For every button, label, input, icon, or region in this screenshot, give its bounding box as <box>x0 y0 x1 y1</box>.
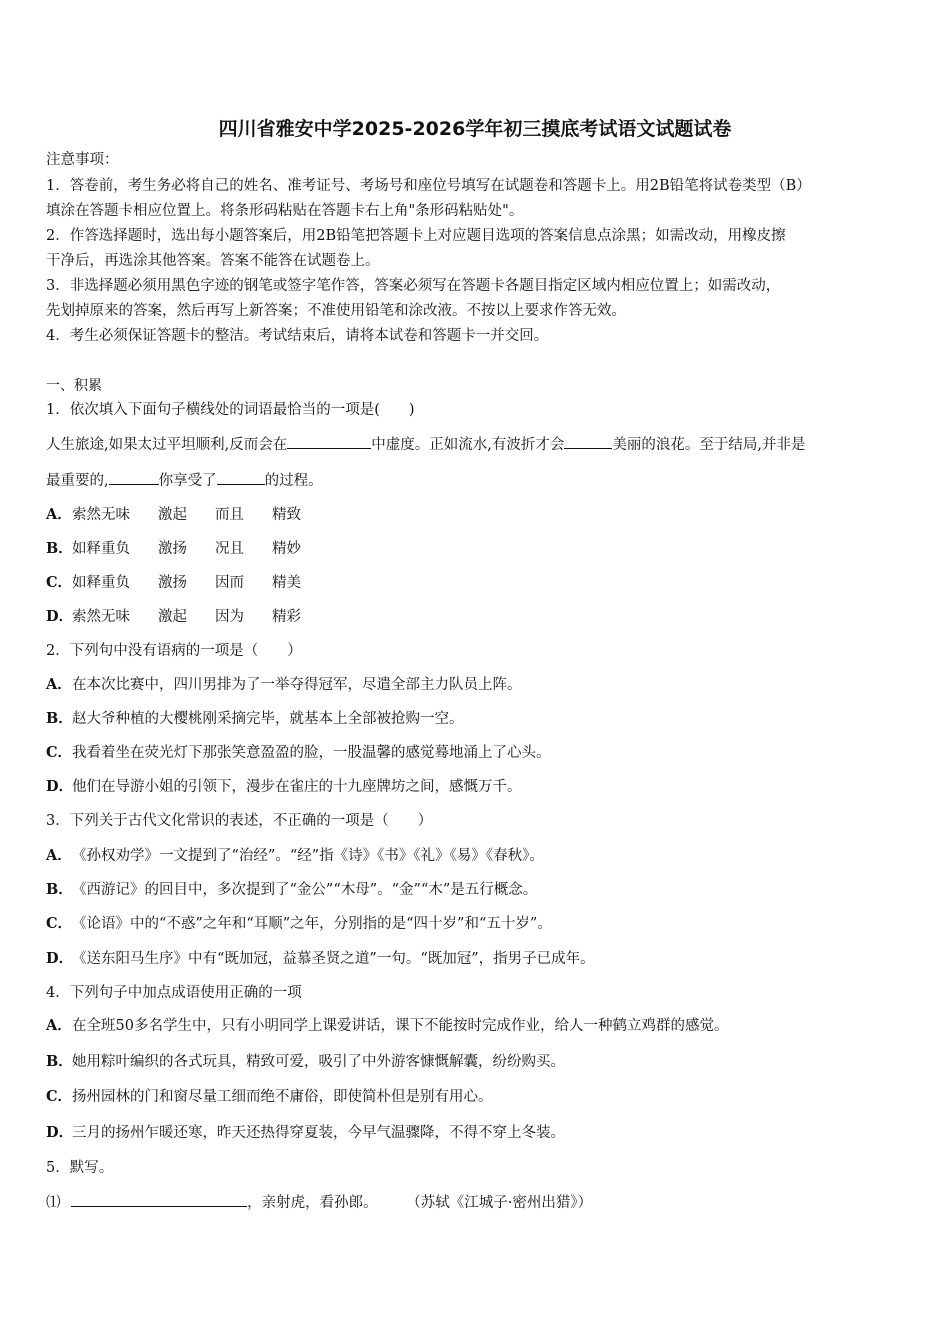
option-text: 《西游记》的回目中，多次提到了“金公”“木母”。“金”“木”是五行概念。 <box>72 882 538 898</box>
option-word: 激扬 <box>158 575 187 591</box>
option-letter: C． <box>46 574 73 591</box>
option-row[interactable] <box>46 880 537 900</box>
notice-heading: 注意事项： <box>46 152 119 168</box>
option-word: 激起 <box>158 609 187 625</box>
passage-text: 美丽的浪花。至于结局,并非是 <box>612 437 806 453</box>
option-letter: D． <box>46 1124 74 1141</box>
question-passage <box>46 434 805 455</box>
dictation-text: ，亲射虎，看孙郎。 <box>247 1195 378 1211</box>
item-number: ⑴ <box>46 1195 61 1211</box>
option-text: 《孙权劝学》一文提到了“治经”。“经”指《诗》《书》《礼》《易》《春秋》。 <box>72 848 544 864</box>
option-word: 精致 <box>272 507 301 523</box>
option-word: 而且 <box>215 507 244 523</box>
option-row[interactable] <box>46 777 522 797</box>
page-title: 四川省雅安中学2025-2026学年初三摸底考试语文试题试卷 <box>218 118 732 140</box>
dictation-item <box>46 1192 592 1213</box>
option-row[interactable] <box>46 607 329 627</box>
option-letter: D． <box>46 778 74 795</box>
option-row[interactable] <box>46 1052 565 1072</box>
option-word: 如释重负 <box>72 541 130 557</box>
option-row[interactable] <box>46 539 329 559</box>
passage-text: 的过程。 <box>264 473 323 489</box>
section-heading: 一、积累 <box>46 378 102 394</box>
option-text: 《送东阳马生序》中有“既加冠，益慕圣贤之道”一句。“既加冠”，指男子已成年。 <box>72 951 595 967</box>
fill-blank[interactable] <box>564 434 612 449</box>
option-letter: D． <box>46 608 74 625</box>
dictation-source: （苏轼《江城子·密州出猎》） <box>406 1195 593 1211</box>
option-row[interactable] <box>46 573 329 593</box>
option-word: 精美 <box>272 575 301 591</box>
option-word: 况且 <box>215 541 244 557</box>
option-letter: B． <box>46 540 73 557</box>
option-row[interactable] <box>46 1123 565 1143</box>
question-stem: 3．下列关于古代文化常识的表述，不正确的一项是（ ） <box>46 813 433 829</box>
option-text: 在本次比赛中，四川男排为了一举夺得冠军，尽遣全部主力队员上阵。 <box>72 677 522 693</box>
option-letter: A． <box>46 847 72 864</box>
option-text: 三月的扬州乍暖还寒，昨天还热得穿夏装，今早气温骤降，不得不穿上冬装。 <box>72 1125 565 1141</box>
question-passage <box>46 470 323 491</box>
option-row[interactable] <box>46 709 464 729</box>
option-word: 因为 <box>215 609 244 625</box>
option-word: 激扬 <box>158 541 187 557</box>
option-word: 精彩 <box>272 609 301 625</box>
option-text: 她用粽叶编织的各式玩具，精致可爱，吸引了中外游客慷慨解囊，纷纷购买。 <box>72 1054 565 1070</box>
option-word: 如释重负 <box>72 575 130 591</box>
question-stem: 4．下列句子中加点成语使用正确的一项 <box>46 985 302 1001</box>
notice-line: 填涂在答题卡相应位置上。将条形码粘贴在答题卡右上角"条形码粘贴处"。 <box>46 203 524 219</box>
option-letter: B． <box>46 881 73 898</box>
notice-line: 1．答卷前，考生务必将自己的姓名、准考证号、考场号和座位号填写在试题卷和答题卡上。用2B铅笔将试卷类型（B） <box>46 178 811 194</box>
fill-blank[interactable] <box>109 470 159 485</box>
option-text: 在全班50多名学生中，只有小明同学上课爱讲话，课下不能按时完成作业，给人一种鹤立鸡群的感觉。 <box>72 1018 729 1034</box>
option-letter: A． <box>46 676 72 693</box>
fill-blank[interactable] <box>71 1192 247 1207</box>
passage-text: 中虚度。正如流水,有波折才会 <box>371 437 565 453</box>
option-letter: D． <box>46 950 74 967</box>
option-word: 激起 <box>158 507 187 523</box>
option-letter: C． <box>46 1088 73 1105</box>
option-letter: C． <box>46 744 73 761</box>
option-text: 赵大爷种植的大樱桃刚采摘完毕，就基本上全部被抢购一空。 <box>72 711 464 727</box>
option-letter: B． <box>46 1053 73 1070</box>
option-text: 他们在导游小姐的引领下，漫步在雀庄的十九座牌坊之间，感慨万千。 <box>72 779 522 795</box>
fill-blank[interactable] <box>287 434 371 449</box>
option-row[interactable] <box>46 1087 493 1107</box>
option-word: 索然无味 <box>72 507 130 523</box>
notice-line: 先划掉原来的答案，然后再写上新答案；不准使用铅笔和涂改液。不按以上要求作答无效。 <box>46 303 626 319</box>
notice-line: 干净后，再选涂其他答案。答案不能答在试题卷上。 <box>46 253 380 269</box>
notice-line: 2．作答选择题时，选出每小题答案后，用2B铅笔把答题卡上对应题目选项的答案信息点涂黑；如需改动，用橡皮擦 <box>46 228 786 244</box>
passage-text: 人生旅途,如果太过平坦顺利,反而会在 <box>46 437 288 453</box>
question-stem: 5．默写。 <box>46 1160 114 1176</box>
option-row[interactable] <box>46 949 595 969</box>
option-row[interactable] <box>46 505 329 525</box>
option-word: 索然无味 <box>72 609 130 625</box>
option-letter: A． <box>46 506 72 523</box>
passage-text: 最重要的, <box>46 473 109 489</box>
notice-line: 4．考生必须保证答题卡的整洁。考试结束后，请将本试卷和答题卡一并交回。 <box>46 328 549 344</box>
option-word: 精妙 <box>272 541 301 557</box>
option-text: 《论语》中的“不惑”之年和“耳顺”之年，分别指的是“四十岁”和“五十岁”。 <box>72 916 552 932</box>
option-row[interactable] <box>46 675 522 695</box>
option-letter: B． <box>46 710 73 727</box>
option-row[interactable] <box>46 1016 728 1036</box>
option-letter: C． <box>46 915 73 932</box>
option-letter: A． <box>46 1017 72 1034</box>
option-row[interactable] <box>46 743 551 763</box>
option-text: 我看着坐在荧光灯下那张笑意盈盈的脸，一股温馨的感觉蓦地涌上了心头。 <box>72 745 551 761</box>
option-row[interactable] <box>46 914 552 934</box>
option-row[interactable] <box>46 846 544 866</box>
fill-blank[interactable] <box>217 470 265 485</box>
option-text: 扬州园林的门和窗尽量工细而绝不庸俗，即使简朴但是别有用心。 <box>72 1089 493 1105</box>
question-stem: 2．下列句中没有语病的一项是（ ） <box>46 643 302 659</box>
option-word: 因而 <box>215 575 244 591</box>
question-stem: 1．依次填入下面句子横线处的词语最恰当的一项是( ) <box>46 402 415 418</box>
notice-line: 3．非选择题必须用黑色字迹的钢笔或签字笔作答，答案必须写在答题卡各题目指定区域内相应位置上；如需改动， <box>46 278 781 294</box>
passage-text: 你享受了 <box>158 473 217 489</box>
